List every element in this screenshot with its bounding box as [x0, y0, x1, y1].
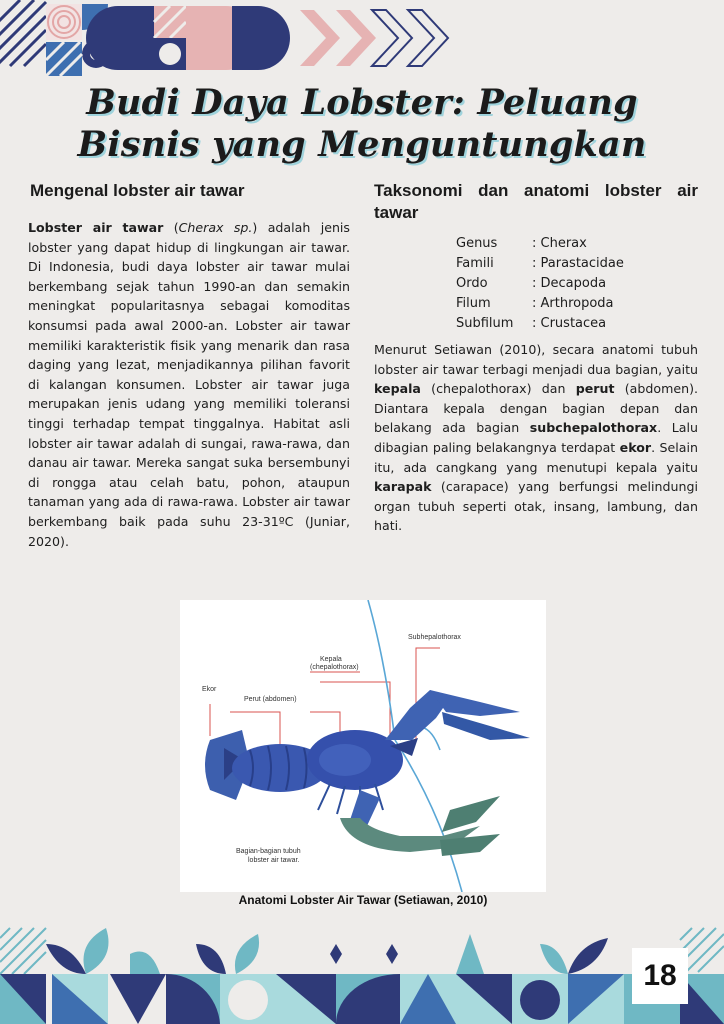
lower-claw — [340, 790, 500, 856]
anatomy-text: Menurut Setiawan (2010), secara anatomi tubuh lobster air tawar terbagi menjadi dua bagian, yaitu — [374, 342, 698, 377]
left-column — [28, 180, 350, 551]
footer-decoration — [0, 924, 724, 1024]
figure-caption: Anatomi Lobster Air Tawar (Setiawan, 2010) — [238, 893, 488, 907]
header-decoration — [0, 0, 724, 80]
tax-value: : Crustacea — [532, 316, 607, 331]
section-heading-right: Taksonomi dan anatomi lobster air tawar — [374, 181, 698, 222]
label-ekor: Ekor — [202, 686, 217, 693]
label-perut: Perut (abdomen) — [244, 696, 297, 703]
page-title: Budi Daya Lobster: Peluang Bisnis yang Menguntungkan — [77, 82, 647, 165]
tax-key: Famili — [456, 256, 494, 271]
taxonomy-row — [456, 314, 698, 334]
intro-rest: ) adalah jenis lobster yang dapat hidup di lingkungan air tawar. Di Indonesia, budi daya lobster air tawar mulai berkembang sejak tahun 1990-an dan semakin meningkat popularitasnya sebagai komoditas konsumsi pada awal 2000-an. Lobster air tawar memiliki karakteristik fisik yang menarik dan rasa daging yang lezat, menjadikannya pilihan favorit di kalangan konsumen. Lobster air tawar juga merupakan jenis udang yang memiliki toleransi tinggi terhadap tempat tinggalnya. Habitat asli lobster air tawar adalah di sungai, rawa-rawa, dan danau air tawar. Mereka sangat suka bersembunyi di rongga atau celah batu, pohon, ataupun tanaman yang ada di rawa-rawa. Lobster air tawar berkembang baik pada suhu 23-31ºC (Juniar, 2020). — [28, 220, 350, 549]
label-kepala: Kepala — [320, 656, 342, 663]
right-column — [374, 180, 698, 536]
chevrons — [300, 10, 448, 66]
label-bagian-2: lobster air tawar. — [248, 857, 300, 864]
anatomy-text: (carapace) yang berfungsi melindungi organ tubuh seperti otak, insang, lambung, dan hati. — [374, 479, 698, 534]
anatomy-bold: perut — [575, 381, 615, 397]
label-bagian-1: Bagian-bagian tubuh — [236, 848, 301, 855]
concentric-circles — [46, 4, 82, 40]
taxonomy-list — [456, 234, 698, 334]
intro-lead-bold: Lobster air tawar — [28, 220, 164, 235]
lobster-anatomy-figure — [180, 600, 546, 892]
intro-lead-plain: ( — [163, 220, 179, 235]
tax-key: Filum — [456, 296, 491, 311]
pink-rounded — [186, 6, 290, 70]
taxonomy-row — [456, 294, 698, 314]
anatomy-text: . Selain itu, ada cangkang yang menutupi kepala yaitu — [374, 439, 698, 475]
taxonomy-row — [456, 234, 698, 254]
section-heading-left: Mengenal lobster air tawar — [30, 181, 245, 200]
taxonomy-row — [456, 254, 698, 274]
anatomy-bold: karapak — [374, 479, 432, 495]
tax-key: Genus — [456, 236, 498, 251]
footer-shapes — [0, 928, 724, 1024]
intro-paragraph — [28, 218, 350, 551]
page-number: 18 — [632, 948, 688, 1004]
tax-value: : Cherax — [532, 236, 587, 251]
navy-semicircle — [86, 6, 186, 70]
label-kepala-sub: (chepalothorax) — [310, 664, 359, 671]
tax-value: : Decapoda — [532, 276, 607, 291]
anatomy-paragraph — [374, 340, 698, 536]
anatomy-text: (chepalothorax) dan — [420, 381, 576, 397]
lobster-illustration — [180, 600, 546, 892]
anatomy-text: . Lalu dibagian paling belakangnya terdapat — [374, 420, 698, 455]
taxonomy-row — [456, 274, 698, 294]
tax-value: : Parastacidae — [532, 256, 624, 271]
anatomy-text: (abdomen). Diantara kepala dengan bagian depan dan belakang ada bagian — [374, 381, 698, 436]
anatomy-bold: ekor — [619, 439, 652, 455]
tax-key: Ordo — [456, 276, 488, 291]
tax-value: : Arthropoda — [532, 296, 614, 311]
upper-claw — [385, 690, 530, 740]
anatomy-bold: subchepalothorax — [529, 420, 658, 436]
anatomy-bold: kepala — [374, 381, 421, 397]
label-subhepalothorax: Subhepalothorax — [408, 634, 461, 641]
stripe-block — [0, 0, 46, 76]
intro-lead-italic: Cherax sp. — [178, 220, 253, 235]
tax-key: Subfilum — [456, 316, 514, 331]
